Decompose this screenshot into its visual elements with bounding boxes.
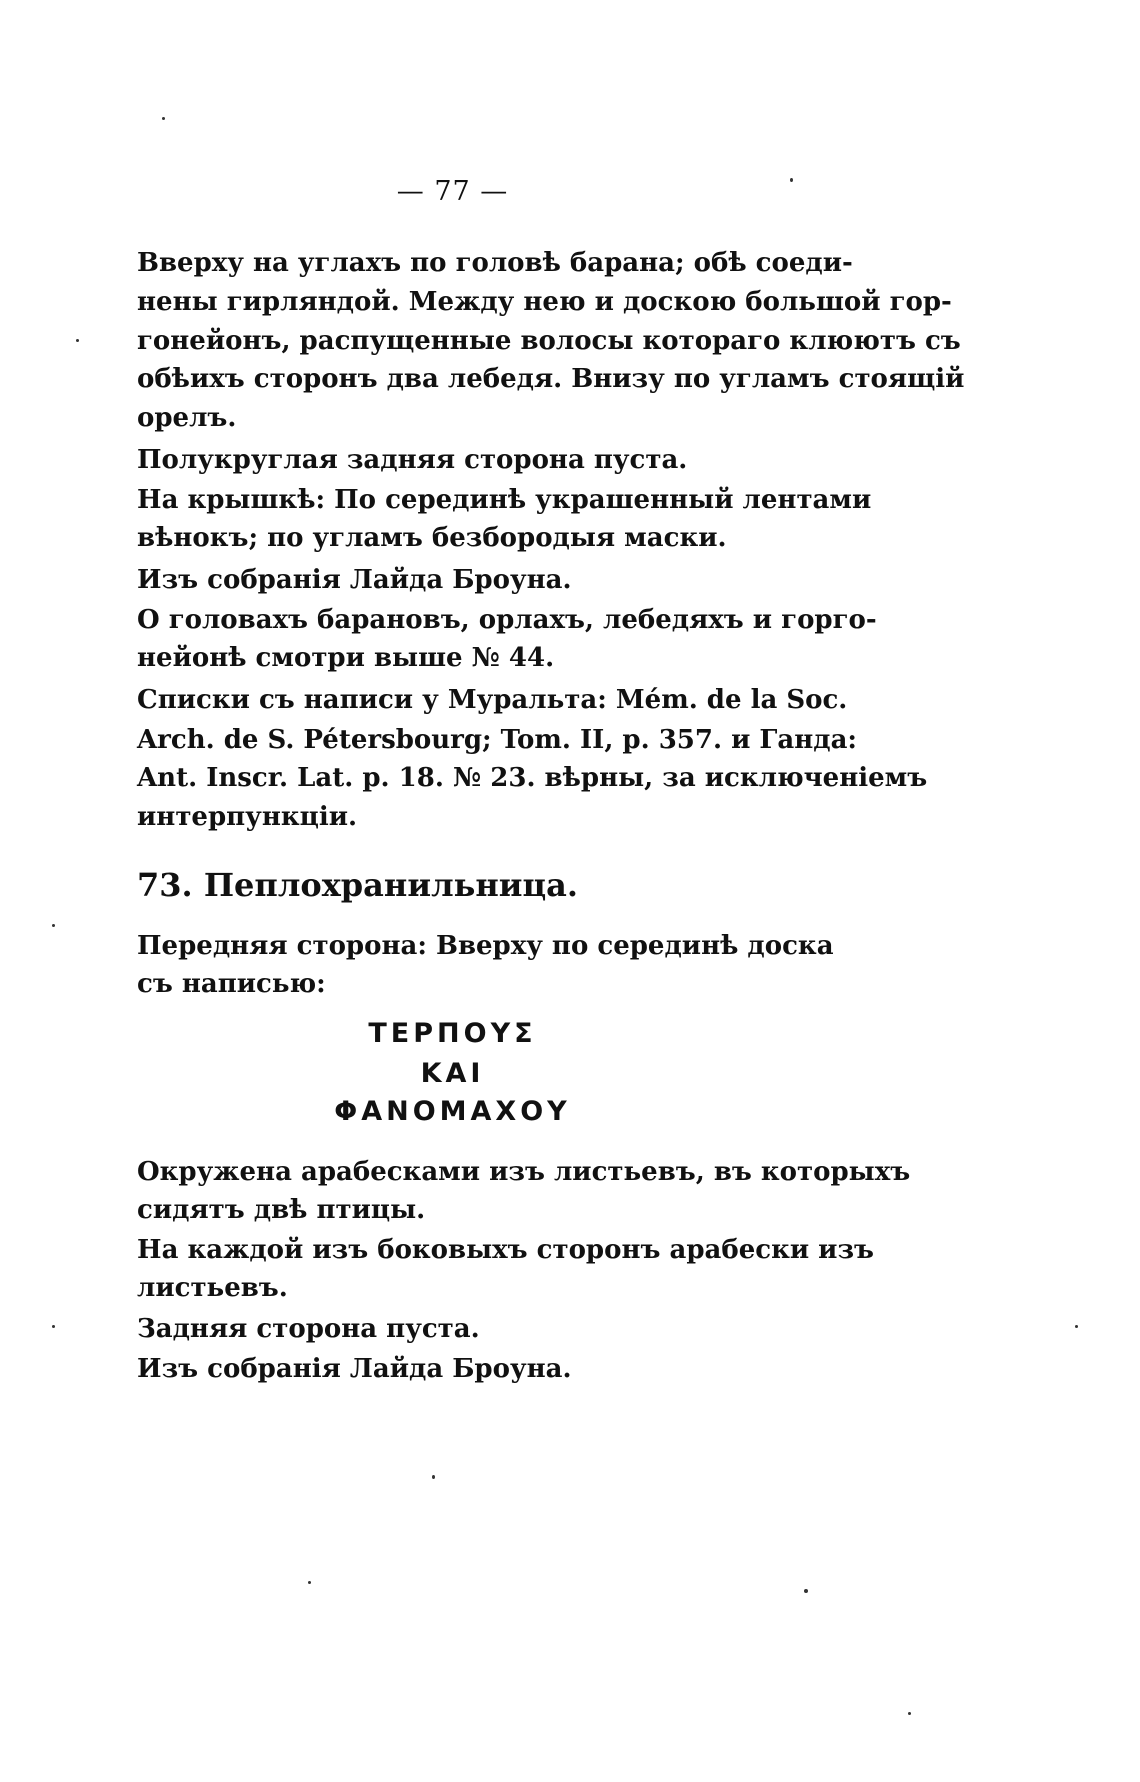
text-line: На крышкѣ: По серединѣ украшенный лентами [137,485,872,515]
scan-speck [52,1325,55,1328]
text-line: сидятъ двѣ птицы. [137,1195,426,1225]
scan-speck [1075,1325,1078,1328]
text-line: съ написью: [137,969,326,999]
scan-speck [76,339,79,342]
text-line: обѣихъ сторонъ два лебедя. Внизу по угламъ стоящій [137,364,965,394]
text-line: гонейонъ, распущенные волосы котораго клюютъ съ [137,326,961,356]
text-line: Изъ собранія Лайда Броуна. [137,565,572,595]
scan-speck [804,1589,808,1593]
inscription-line: ΤΕΡΠΟΥΣ [368,1018,537,1049]
text-line: вѣнокъ; по угламъ безбородыя маски. [137,523,727,553]
text-line: Изъ собранія Лайда Броуна. [137,1354,572,1384]
inscription-line: ΦΑΝΟΜΑΧΟΥ [334,1096,571,1127]
text-line: орелъ. [137,403,237,433]
inscription-line: ΚΑΙ [420,1058,485,1089]
text-line: Списки съ написи у Муральта: Mém. de la Soc. [137,685,848,715]
text-line: Задняя сторона пуста. [137,1314,480,1344]
scan-speck [790,178,793,182]
text-line: нейонѣ смотри выше № 44. [137,643,555,673]
text-line: интерпункціи. [137,802,358,832]
scan-speck [908,1712,911,1715]
entry73-heading: 73. Пеплохранильница. [137,866,579,904]
scan-speck [162,117,165,120]
page-number: — 77 — [396,176,509,207]
text-line: листьевъ. [137,1273,288,1303]
text-line: Ant. Inscr. Lat. p. 18. № 23. вѣрны, за исключеніемъ [137,763,928,793]
text-line: Вверху на углахъ по головѣ барана; обѣ соеди- [137,248,853,278]
text-line: Arch. de S. Pétersbourg; Tom. II, p. 357. и Ганда: [137,725,858,755]
text-line: О головахъ барановъ, орлахъ, лебедяхъ и горго- [137,605,877,635]
text-line: Передняя сторона: Вверху по серединѣ доска [137,931,834,961]
text-line: нены гирляндой. Между нею и доскою большой гор- [137,287,952,317]
text-line: Окружена арабесками изъ листьевъ, въ которыхъ [137,1157,911,1187]
scan-speck [308,1581,311,1584]
text-line: На каждой изъ боковыхъ сторонъ арабески изъ [137,1235,875,1265]
scan-speck [432,1475,435,1479]
text-line: Полукруглая задняя сторона пуста. [137,445,688,475]
scan-speck [52,924,55,927]
